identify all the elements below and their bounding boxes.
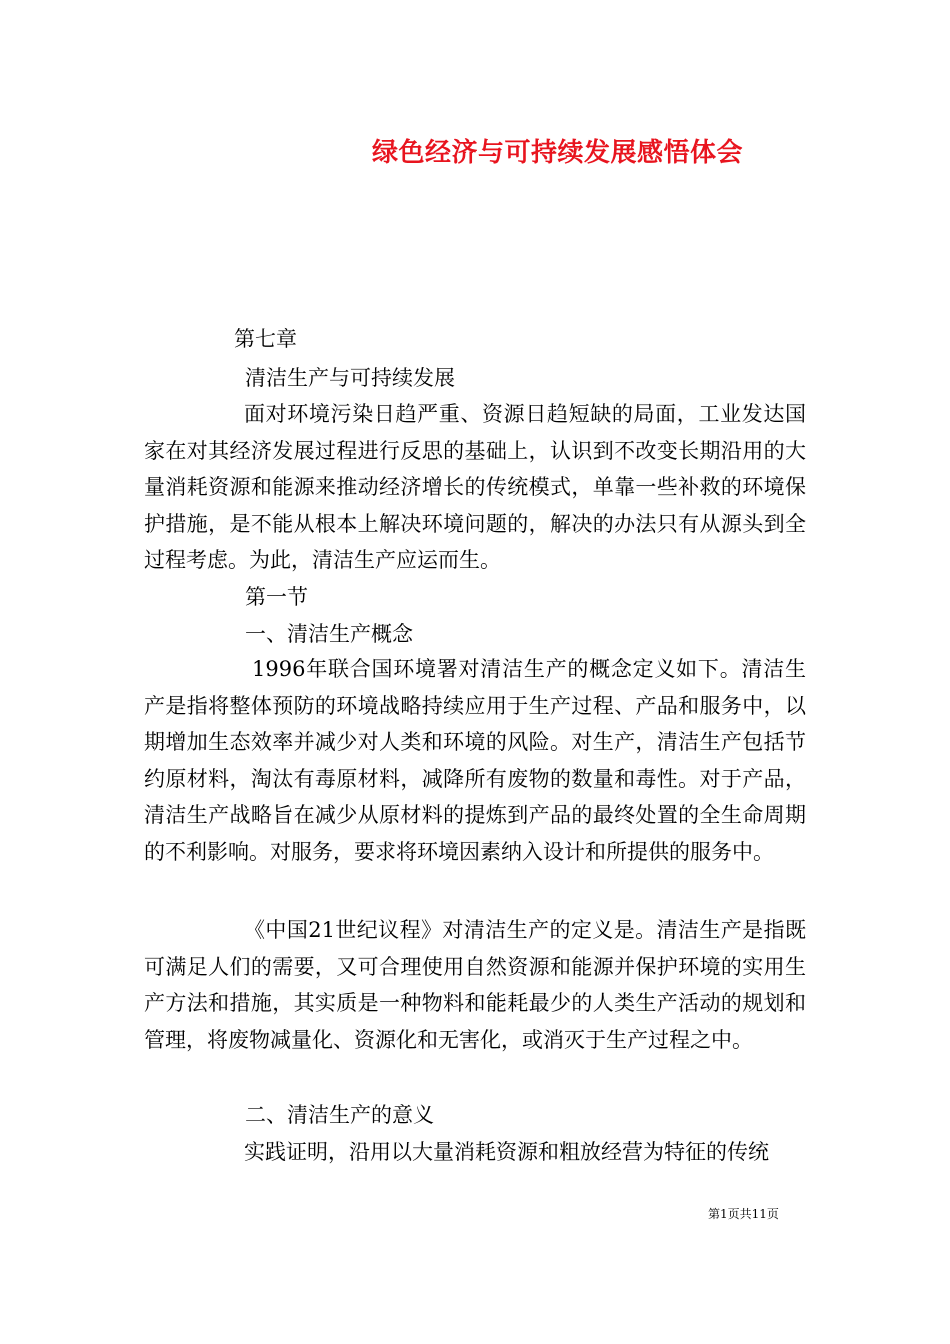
paragraph-unep-definition: 1996年联合国环境署对清洁生产的概念定义如下。清洁生产是指将整体预防的环境战略持续应用于生产过程、产品和服务中，以期增加生态效率并减少对人类和环境的风险。对生产，清洁生产包括节约原材料，淘汰有毒原材料，减降所有废物的数量和毒性。对于产品，清洁生产战略旨在减少从原材料的提炼到产品的最终处置的全生命周期的不利影响。对服务，要求将环境因素纳入设计和所提供的服务中。 <box>144 657 806 864</box>
section-heading: 第一节 <box>245 585 308 609</box>
paragraph-significance: 实践证明，沿用以大量消耗资源和粗放经营为特征的传统 <box>244 1140 769 1164</box>
paragraph-intro: 面对环境污染日趋严重、资源日趋短缺的局面，工业发达国家在对其经济发展过程进行反思的基础上，认识到不改变长期沿用的大量消耗资源和能源来推动经济增长的传统模式，单靠一些补救的环境保护措施，是不能从根本上解决环境问题的，解决的办法只有从源头到全过程考虑。为此，清洁生产应运而生。 <box>144 402 806 573</box>
paragraph-agenda21-definition: 《中国21世纪议程》对清洁生产的定义是。清洁生产是指既可满足人们的需要，又可合理使用自然资源和能源并保护环境的实用生产方法和措施，其实质是一种物料和能耗最少的人类生产活动的规划和管理，将废物减量化、资源化和无害化，或消灭于生产过程之中。 <box>144 918 806 1052</box>
subsection-heading-1: 一、清洁生产概念 <box>245 622 413 646</box>
page-number: 第1页共11页 <box>708 1207 779 1221</box>
document-title: 绿色经济与可持续发展感悟体会 <box>372 138 744 168</box>
chapter-heading: 第七章 <box>234 327 297 351</box>
chapter-title: 清洁生产与可持续发展 <box>245 366 455 390</box>
subsection-heading-2: 二、清洁生产的意义 <box>245 1103 434 1127</box>
